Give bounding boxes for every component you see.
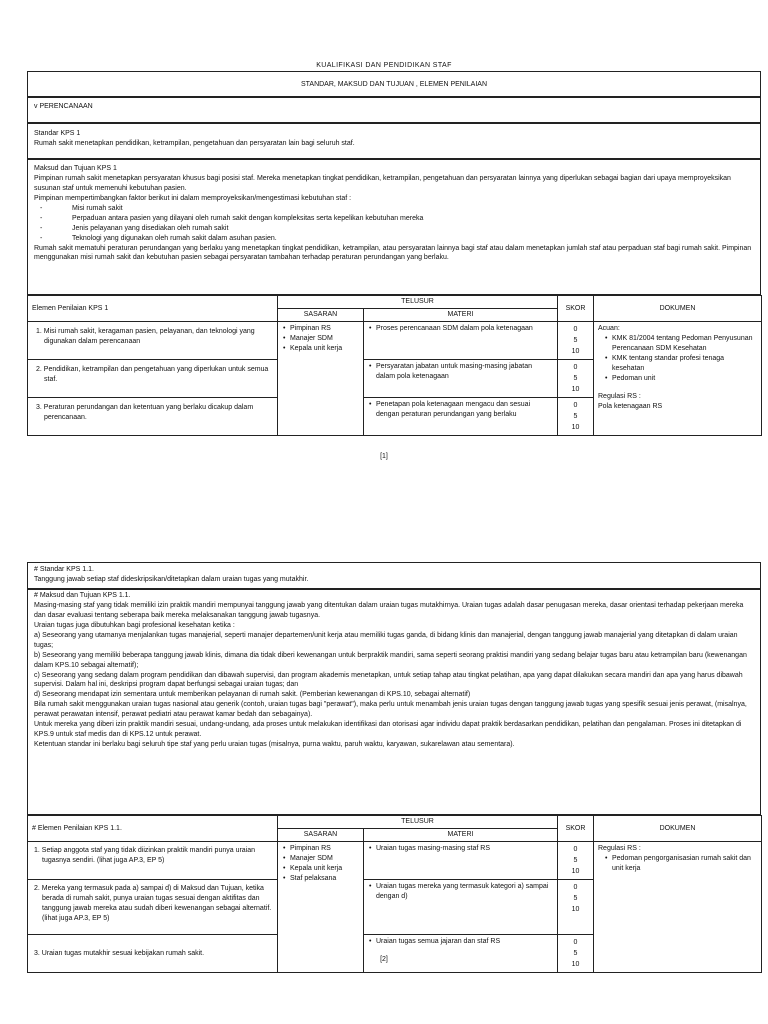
intent-kps1-1 bbox=[27, 589, 761, 815]
element-item: 2. Pendidikan, ketrampilan dan pengetahuan yang diperlukan untuk semua staf. bbox=[36, 365, 269, 383]
intent-paragraph: Uraian tugas juga dibutuhkan bagi profesional kesehatan ketika : bbox=[34, 621, 235, 629]
case-item: b) Seseorang yang memiliki beberapa tanggung jawab klinis, dimana dia tidak diberi kewenangan untuk berpraktik mandiri, sama seperti seorang praktisi mandiri yang sedang belajar tugas baru atau ketrampilan baru (kewenangan dalam KPS.10 sebagai alternatif); bbox=[34, 651, 747, 669]
materi-item: • Persyaratan jabatan untuk masing-masing jabatan dalam pola ketenagaan bbox=[376, 362, 553, 382]
element-item: 2. Mereka yang termasuk pada a) sampai d) di Maksud dan Tujuan, ketika berada di rumah sakit, punya uraian tugas sesuai dengan aktifitas dan tanggung jawab mereka atau sudah diberi kewenangan sebagai alternatif. (lihat juga AP.3, EP 5) bbox=[34, 884, 272, 922]
sasaran-list bbox=[282, 844, 359, 884]
element-item: 3. Peraturan perundangan dan ketentuan yang berlaku dicakup dalam perencanaan. bbox=[36, 403, 254, 421]
dokumen-item: • Pedoman pengorganisasian rumah sakit dan unit kerja bbox=[612, 854, 757, 874]
materi-item: • Proses perencanaan SDM dalam pola ketenagaan bbox=[376, 324, 553, 334]
standard-label: # Standar KPS 1.1. bbox=[34, 566, 94, 573]
materi-header: MATERI bbox=[364, 309, 558, 322]
materi-item: • Uraian tugas mereka yang termasuk kategori a) sampai dengan d) bbox=[376, 882, 553, 902]
factor-item: - Teknologi yang digunakan oleh rumah sakit dalam asuhan pasien. bbox=[34, 234, 754, 244]
telusur-header: TELUSUR bbox=[278, 816, 558, 829]
materi-item: • Uraian tugas masing-masing staf RS bbox=[376, 844, 553, 854]
skor-header: SKOR bbox=[558, 296, 594, 322]
section-heading: v PERENCANAAN bbox=[27, 97, 761, 123]
dokumen-header: DOKUMEN bbox=[594, 816, 762, 842]
dokumen-item: • Pedoman unit bbox=[612, 374, 757, 384]
element-item: 3. Uraian tugas mutakhir sesuai kebijakan rumah sakit. bbox=[34, 950, 205, 958]
intent-paragraph: Pimpinan rumah sakit menetapkan persyaratan khusus bagi posisi staf. Mereka menetapkan tingkat pendidikan, ketrampilan, pengetahuan dan persyaratan lainnya yang diperlukan sebagai bagian dari upaya memproyeksikan susunan staf untuk memenuhi kebutuhan pasien. bbox=[34, 174, 731, 192]
intent-paragraph: Bila rumah sakit menggunakan uraian tugas nasional atau generik (contoh, uraian tugas bagi "perawat"), maka perlu untuk menambah jenis uraian tugas dengan tanggung jawab tugas yang spesifik sesuai jenis perawat, (misalnya, perawat perawatan intensif, perawat pediatri atau perawat kamar bedah dan sebagainya). bbox=[34, 701, 747, 719]
intent-paragraph: Rumah sakit mematuhi peraturan perundangan yang berlaku yang menetapkan tingkat pendidikan, ketrampilan, atau persyaratan lainnya bagi staf atau dalam menetapkan jumlah staf atau perpaduan staf bagi rumah sakit. Pimpinan menggunakan misi rumah sakit dan kebutuhan pasien sebagai persyaratan tambahan terhadap peraturan perundangan yang berlaku. bbox=[34, 244, 752, 262]
case-item: d) Seseorang mendapat izin sementara untuk memberikan pelayanan di rumah sakit. (Pemberian kewenangan di KPS.10, sebagai alternatif) bbox=[34, 691, 471, 699]
sasaran-header: SASARAN bbox=[278, 309, 364, 322]
factor-item: - Jenis pelayanan yang disediakan oleh rumah sakit bbox=[34, 224, 754, 234]
page-number: [2] bbox=[380, 956, 388, 963]
materi-item: • Penetapan pola ketenagaan mengacu dan sesuai dengan peraturan perundangan yang berlaku bbox=[376, 400, 553, 420]
sasaran-header: SASARAN bbox=[278, 829, 364, 842]
page1-title: KUALIFIKASI DAN PENDIDIKAN STAF bbox=[316, 62, 452, 69]
factor-item: - Misi rumah sakit bbox=[34, 204, 754, 214]
intent-label: Maksud dan Tujuan KPS 1 bbox=[34, 165, 117, 172]
sasaran-list bbox=[282, 324, 359, 354]
sasaran-item: • Manajer SDM bbox=[290, 334, 359, 344]
intent-paragraph: Untuk mereka yang diberi izin praktik mandiri sesuai, undang-undang, ada proses untuk melakukan identifikasi dan otorisasi agar individu dapat praktik berdasarkan pendidikan, pelatihan dan pengalaman. Proses ini ditetapkan di KPS.9 untuk staf medis dan di KPS.12 untuk perawat. bbox=[34, 721, 742, 739]
case-item: a) Seseorang yang utamanya menjalankan tugas manajerial, seperti manajer departemen/unit kerja atau memiliki tugas ganda, di bidang klinis dan manajerial, dengan tanggung jawab manajerial yang ditetapkan di dalam uraian tugas; bbox=[34, 631, 738, 649]
score-cell: 0 5 10 bbox=[558, 879, 594, 934]
sasaran-item: • Pimpinan RS bbox=[290, 324, 359, 334]
telusur-header: TELUSUR bbox=[278, 296, 558, 309]
dokumen-item: • KMK 81/2004 tentang Pedoman Penyusunan Perencanaan SDM Kesehatan bbox=[612, 334, 757, 354]
factor-list bbox=[34, 204, 754, 244]
assessment-table-kps1-1 bbox=[27, 815, 762, 973]
standard-kps1 bbox=[27, 123, 761, 159]
skor-header: SKOR bbox=[558, 816, 594, 842]
standard-text: Rumah sakit menetapkan pendidikan, ketrampilan, pengetahuan dan persyaratan lain bagi seluruh staf. bbox=[34, 139, 355, 147]
score-cell: 0 5 10 bbox=[558, 397, 594, 435]
case-item: c) Seseorang yang sedang dalam program pendidikan dan dibawah supervisi, dan program akademis menetapkan, untuk setiap tahap atau tingkat pelatihan, apa yang dapat dilakukan secara mandiri dan apa yang harus dibawah supervisi. Dalam hal ini, deskripsi program dapat berfungsi sebagai uraian tugas; dan bbox=[34, 671, 743, 689]
score-cell: 0 5 10 bbox=[558, 934, 594, 972]
dokumen-cell: Regulasi RS : • Pedoman pengorganisasian rumah sakit dan unit kerja bbox=[594, 841, 762, 972]
intent-paragraph: Ketentuan standar ini berlaku bagi seluruh tipe staf yang perlu uraian tugas (misalnya, purna waktu, paruh waktu, karyawan, sukarelawan atau sementara). bbox=[34, 741, 515, 749]
materi-item: • Uraian tugas semua jajaran dan staf RS bbox=[376, 937, 553, 947]
intent-paragraph: Masing-masing staf yang tidak memiliki izin praktik mandiri mempunyai tanggung jawab yang ditentukan dalam uraian tugas mutakhirnya. Uraian tugas adalah dasar penugasan mereka, dasar orientasi terhadap pekerjaan mereka dan dasar evaluasi tentang seberapa baik mereka melaksanakan tanggung jawab tugasnya. bbox=[34, 601, 744, 619]
factor-item: - Perpaduan antara pasien yang dilayani oleh rumah sakit dengan kompleksitas serta kepelikan kebutuhan mereka bbox=[34, 214, 754, 224]
sasaran-item: • Kepala unit kerja bbox=[290, 864, 359, 874]
dokumen-header: DOKUMEN bbox=[594, 296, 762, 322]
intent-paragraph: Pimpinan mempertimbangkan faktor berikut ini dalam memproyeksikan/mengestimasi kebutuhan staf : bbox=[34, 194, 352, 202]
element-item: 1. Misi rumah sakit, keragaman pasien, pelayanan, dan teknologi yang digunakan dalam perencanaan bbox=[36, 327, 255, 345]
sasaran-item: • Manajer SDM bbox=[290, 854, 359, 864]
standard-kps1-1 bbox=[27, 562, 761, 589]
score-cell: 0 5 10 bbox=[558, 359, 594, 397]
score-cell: 0 5 10 bbox=[558, 321, 594, 359]
score-cell: 0 5 10 bbox=[558, 841, 594, 879]
standard-label: Standar KPS 1 bbox=[34, 130, 81, 137]
sasaran-item: • Pimpinan RS bbox=[290, 844, 359, 854]
sasaran-item: • Staf pelaksana bbox=[290, 874, 359, 884]
assessment-table-kps1 bbox=[27, 295, 762, 436]
dokumen-cell: Acuan: • KMK 81/2004 tentang Pedoman Penyusunan Perencanaan SDM Kesehatan • KMK tentang standar profesi tenaga kesehatan • Pedoman unit Regulasi RS : Pola ketenagaan RS bbox=[594, 321, 762, 435]
element-item: 1. Setiap anggota staf yang tidak diizinkan praktik mandiri punya uraian tugasnya sendiri. (lihat juga AP.3, EP 5) bbox=[34, 846, 256, 864]
materi-header: MATERI bbox=[364, 829, 558, 842]
element-header: # Elemen Penilaian KPS 1.1. bbox=[28, 816, 278, 842]
intent-kps1 bbox=[27, 159, 761, 295]
dokumen-item: • KMK tentang standar profesi tenaga kesehatan bbox=[612, 354, 757, 374]
page-number: [1] bbox=[380, 453, 388, 460]
sasaran-item: • Kepala unit kerja bbox=[290, 344, 359, 354]
page1-subtitle: STANDAR, MAKSUD DAN TUJUAN , ELEMEN PENILAIAN bbox=[27, 71, 761, 97]
standard-text: Tanggung jawab setiap staf dideskripsikan/ditetapkan dalam uraian tugas yang mutakhir. bbox=[34, 575, 309, 583]
intent-label: # Maksud dan Tujuan KPS 1.1. bbox=[34, 592, 131, 599]
element-header: Elemen Penilaian KPS 1 bbox=[28, 296, 278, 322]
